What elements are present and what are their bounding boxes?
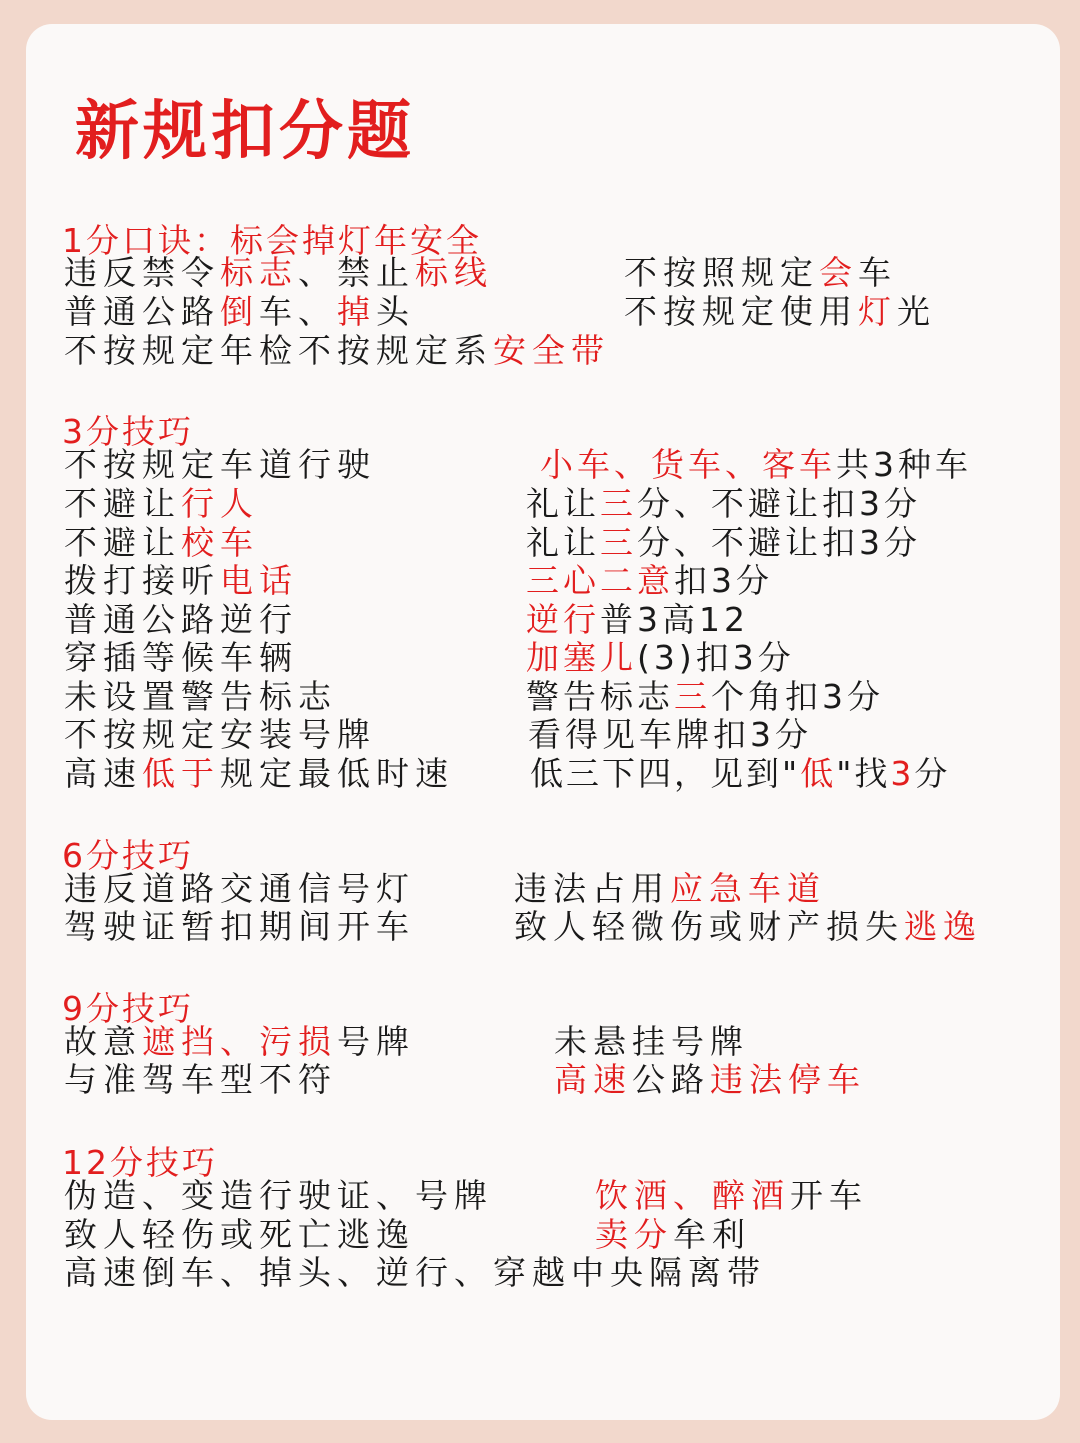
tip-line: 违法占用应急车道 [514, 869, 826, 908]
tip-line: 不按规定使用灯光 [624, 292, 936, 331]
rule-line: 致人轻伤或死亡逃逸 [64, 1215, 415, 1254]
rule-line: 不按规定年检不按规定系安全带 [64, 331, 610, 370]
rule-line: 故意遮挡、污损号牌 [64, 1022, 415, 1061]
tip-line: 高速公路违法停车 [554, 1060, 866, 1099]
tip-line: 卖分牟利 [595, 1215, 751, 1254]
tip-line: 加塞儿(3)扣3分 [526, 638, 795, 677]
rule-line: 不避让校车 [64, 523, 259, 562]
rule-line: 高速倒车、掉头、逆行、穿越中央隔离带 [64, 1253, 766, 1292]
tip-line: 致人轻微伤或财产损失逃逸 [514, 907, 982, 946]
section-3pt-heading: 3分技巧 [62, 412, 194, 451]
tip-line: 看得见车牌扣3分 [528, 715, 812, 754]
section-1pt-heading: 1分口诀：标会掉灯年安全 [62, 221, 482, 260]
rule-line: 高速低于规定最低时速 [64, 754, 454, 793]
rule-line: 驾驶证暂扣期间开车 [64, 907, 415, 946]
tip-line: 礼让三分、不避让扣3分 [526, 484, 921, 523]
rule-line: 拨打接听电话 [64, 561, 298, 600]
section-9pt-heading: 9分技巧 [62, 989, 194, 1028]
tip-line: 警告标志三个角扣3分 [526, 677, 884, 716]
rule-line: 与准驾车型不符 [64, 1060, 337, 1099]
rule-line: 伪造、变造行驶证、号牌 [64, 1176, 493, 1215]
page-title: 新规扣分题 [75, 94, 415, 169]
section-12pt-heading: 12分技巧 [62, 1143, 218, 1182]
rule-line: 不按规定安装号牌 [64, 715, 376, 754]
rule-line: 不避让行人 [64, 484, 259, 523]
tip-line: 逆行普3高12 [526, 600, 749, 639]
tip-line: 小车、货车、客车共3种车 [540, 445, 972, 484]
tip-line: 低三下四，见到"低"找3分 [530, 754, 951, 793]
tip-line: 三心二意扣3分 [526, 561, 773, 600]
rule-line: 普通公路倒车、掉头 [64, 292, 415, 331]
rule-line: 未设置警告标志 [64, 677, 337, 716]
rule-line: 不按规定车道行驶 [64, 445, 376, 484]
rule-line: 穿插等候车辆 [64, 638, 298, 677]
rule-line: 违反禁令标志、禁止标线 [64, 253, 493, 292]
tip-line: 未悬挂号牌 [554, 1022, 749, 1061]
tip-line: 饮酒、醉酒开车 [595, 1176, 868, 1215]
rule-line: 违反道路交通信号灯 [64, 869, 415, 908]
section-6pt-heading: 6分技巧 [62, 836, 194, 875]
rule-line: 普通公路逆行 [64, 600, 298, 639]
tip-line: 不按照规定会车 [624, 253, 897, 292]
tip-line: 礼让三分、不避让扣3分 [526, 523, 921, 562]
